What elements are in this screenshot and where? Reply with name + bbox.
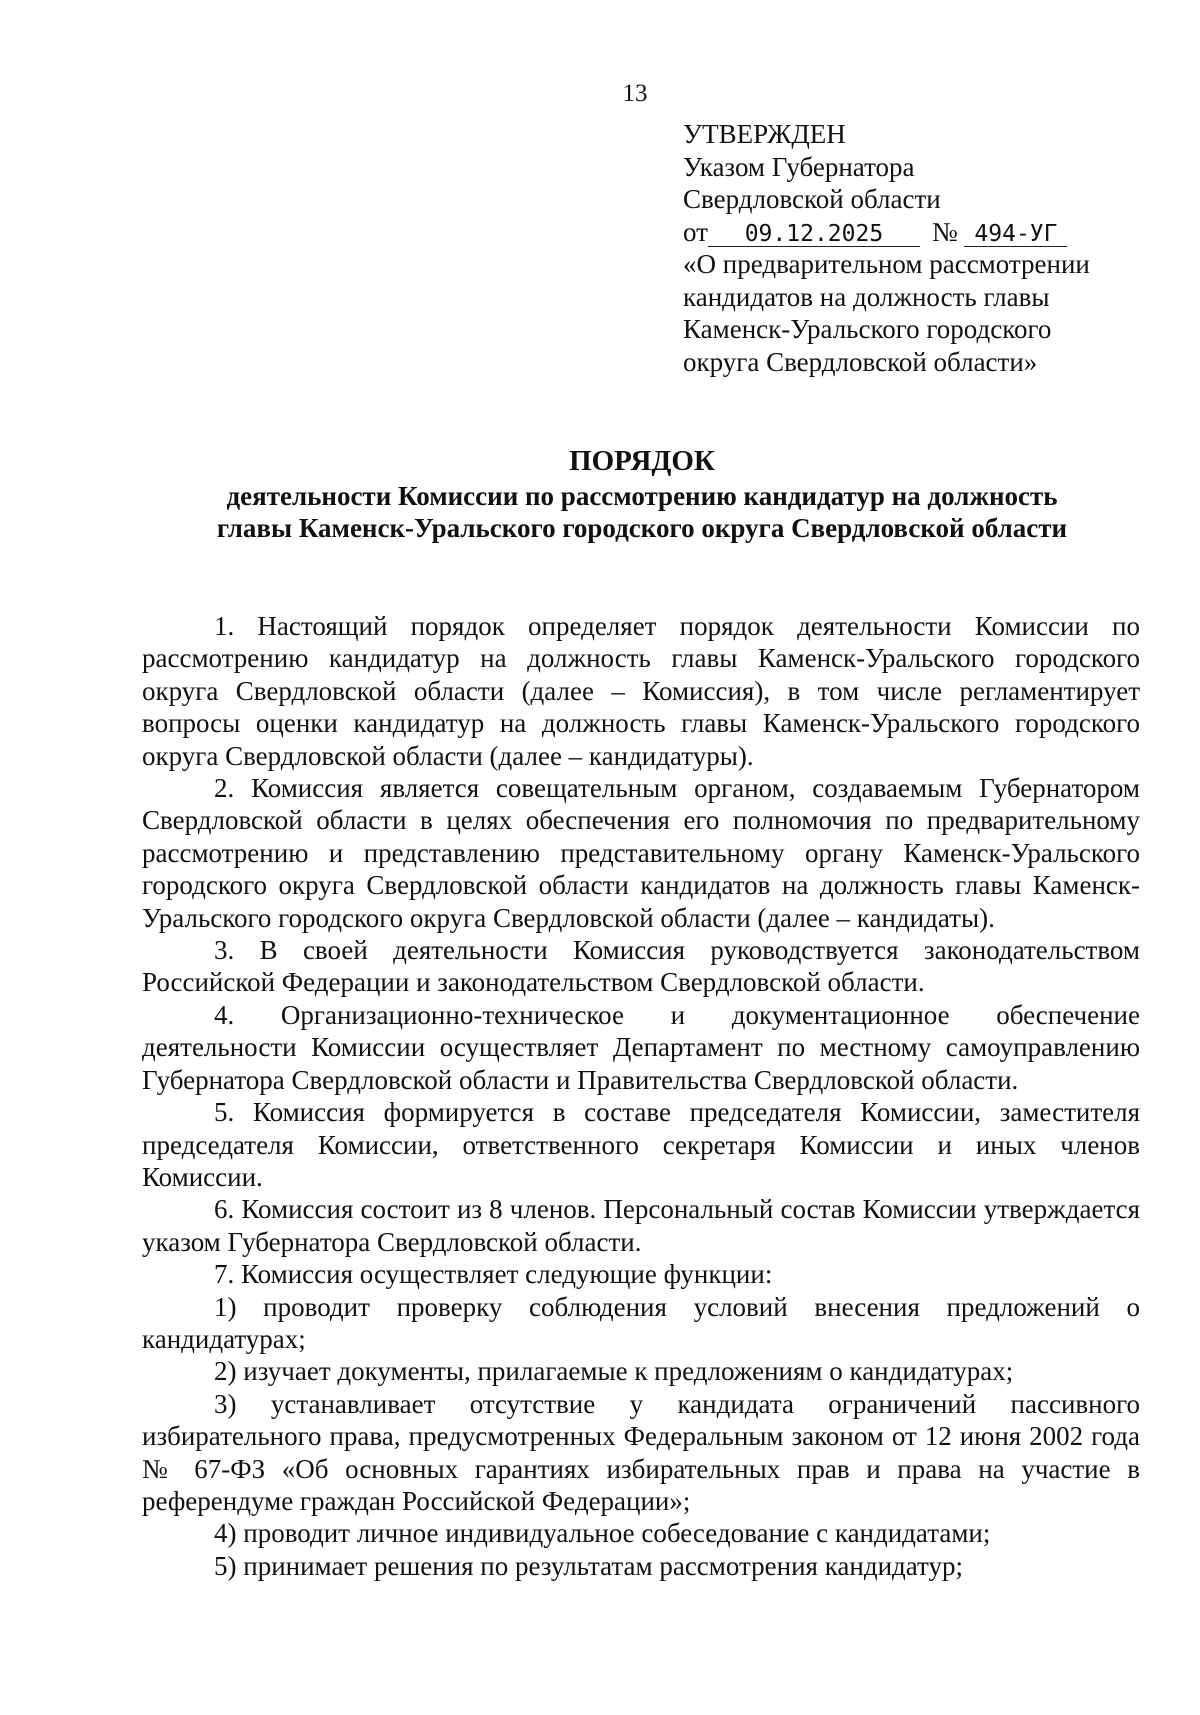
body-list-item: 5) принимает решения по результатам рассмотрения кандидатур; bbox=[214, 1550, 963, 1581]
body-paragraph: 2. Комиссия является совещательным органом, создаваемым Губернатором Свердловской области в целях обеспечения его полномочия по предварительному рассмотрению и представлению представительному органу Каменск-Уральского городского округа Свердловской области кандидатов на должность главы Каменск-Уральского городского округа Свердловской области (далее – кандидаты). bbox=[142, 773, 1140, 933]
document-subtitle-line: деятельности Комиссии по рассмотрению кандидатур на должность bbox=[226, 481, 1058, 511]
decree-number: 494-УГ bbox=[964, 222, 1067, 247]
body-paragraph: 4. Организационно-техническое и документационное обеспечение деятельности Комиссии осуществляет Департамент по местному самоуправлению Губернатора Свердловской области и Правительства Свердловской области. bbox=[142, 999, 1140, 1095]
approval-stamp-block bbox=[683, 118, 1123, 378]
number-label: № bbox=[931, 216, 958, 247]
document-body bbox=[142, 610, 1140, 1582]
decree-date: 09.12.2025 bbox=[708, 222, 920, 247]
decree-title-line: кандидатов на должность главы bbox=[683, 281, 1050, 312]
body-list-item: 3) устанавливает отсутствие у кандидата ограничений пассивного избирательного права, предусмотренных Федеральным законом от 12 июня 2002 года № 67-ФЗ «Об основных гарантиях избирательных прав и права на участие в референдуме граждан Российской Федерации»; bbox=[142, 1388, 1140, 1516]
approval-date-number-line bbox=[683, 216, 1123, 249]
document-subtitle-line: главы Каменск-Уральского городского округа Свердловской области bbox=[216, 513, 1068, 543]
approval-line: Свердловской области bbox=[683, 184, 941, 214]
body-paragraph: 7. Комиссия осуществляет следующие функции: bbox=[214, 1259, 773, 1290]
document-title: ПОРЯДОК bbox=[569, 445, 715, 477]
body-list-item: 4) проводит личное индивидуальное собеседование с кандидатами; bbox=[214, 1518, 991, 1549]
page-number: 13 bbox=[622, 80, 648, 107]
body-list-item: 2) изучает документы, прилагаемые к предложениям о кандидатурах; bbox=[214, 1356, 1014, 1387]
decree-title-line: округа Свердловской области» bbox=[683, 346, 1038, 377]
body-paragraph: 6. Комиссия состоит из 8 членов. Персональный состав Комиссии утверждается указом Губернатора Свердловской области. bbox=[142, 1194, 1140, 1257]
body-paragraph: 3. В своей деятельности Комиссия руководствуется законодательством Российской Федерации и законодательством Свердловской области. bbox=[142, 935, 1140, 998]
body-paragraph: 5. Комиссия формируется в составе председателя Комиссии, заместителя председателя Комиссии, ответственного секретаря Комиссии и иных членов Комиссии. bbox=[142, 1097, 1140, 1192]
decree-title-line: «О предварительном рассмотрении bbox=[683, 249, 1090, 279]
from-label: от bbox=[683, 216, 708, 247]
body-list-item: 1) проводит проверку соблюдения условий внесения предложений о кандидатурах; bbox=[142, 1291, 1140, 1354]
approval-line: УТВЕРЖДЕН bbox=[683, 119, 846, 149]
body-paragraph: 1. Настоящий порядок определяет порядок деятельности Комиссии по рассмотрению кандидатур на должность главы Каменск-Уральского городского округа Свердловской области (далее – Комиссия), в том числе регламентирует вопросы оценки кандидатур на должность главы Каменск-Уральского городского округа Свердловской области (далее – кандидатуры). bbox=[142, 611, 1140, 771]
decree-title-line: Каменск-Уральского городского bbox=[683, 314, 1052, 344]
document-heading bbox=[142, 445, 1142, 544]
approval-line: Указом Губернатора bbox=[683, 151, 915, 182]
